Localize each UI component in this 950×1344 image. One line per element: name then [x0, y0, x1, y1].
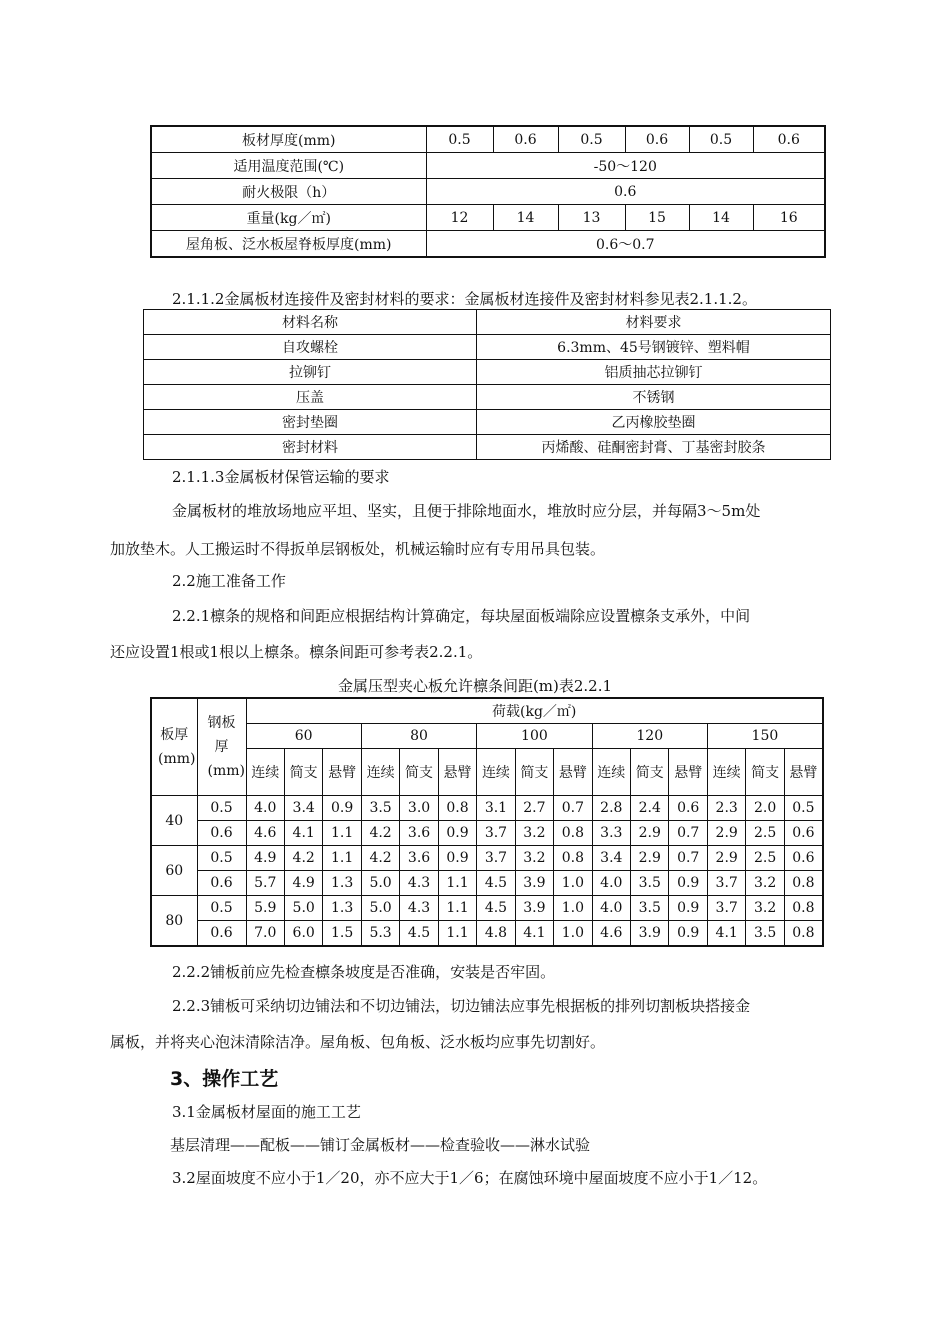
spacing-value: 3.5 — [631, 871, 669, 896]
process-flow: 基层清理——配板——铺订金属板材——检查验收——淋水试验 — [170, 1136, 591, 1154]
spacing-value: 4.5 — [477, 896, 515, 921]
table-cell-span: 0.6 — [426, 179, 825, 205]
spacing-value: 0.8 — [438, 796, 476, 821]
storage-text-line2: 加放垫木。人工搬运时不得扳单层钢板处，机械运输时应有专用吊具包装。 — [110, 540, 606, 558]
spacing-value: 0.9 — [438, 821, 476, 846]
support-type-header: 连续 — [361, 749, 399, 796]
spacing-value: 3.7 — [477, 821, 515, 846]
table-cell: 0.5 — [558, 126, 625, 153]
spacing-value: 2.9 — [707, 821, 745, 846]
spacing-value: 4.3 — [400, 871, 438, 896]
table-row — [151, 921, 823, 947]
row-label: 屋角板、泛水板屋脊板厚度(mm) — [151, 231, 426, 258]
storage-text-line1: 金属板材的堆放场地应平坦、坚实，且便于排除地面水，堆放时应分层，并每隔3～5m处 — [172, 502, 761, 520]
spacing-value: 3.1 — [477, 796, 515, 821]
spacing-value: 4.1 — [515, 921, 553, 947]
table-cell: 6.3mm、45号钢镀锌、塑料帽 — [477, 335, 831, 360]
spacing-value: 2.9 — [631, 821, 669, 846]
spacing-value: 4.9 — [246, 846, 284, 871]
spacing-value: 0.6 — [784, 821, 823, 846]
load-header: 荷载(kg／㎡) — [246, 698, 823, 724]
table-cell: 拉铆钉 — [144, 360, 477, 385]
spacing-value: 0.9 — [438, 846, 476, 871]
spacing-value: 0.7 — [669, 846, 707, 871]
spacing-value: 0.9 — [323, 796, 361, 821]
spacing-value: 4.6 — [592, 921, 630, 947]
table-row — [151, 796, 823, 821]
table-cell: 丙烯酸、硅酮密封膏、丁基密封胶条 — [477, 435, 831, 460]
spacing-value: 0.7 — [554, 796, 592, 821]
spacing-value: 4.2 — [361, 821, 399, 846]
table-row — [151, 231, 825, 258]
spacing-value: 0.7 — [669, 821, 707, 846]
table-cell: 铝质抽芯拉铆钉 — [477, 360, 831, 385]
section-2112-text: 2.1.1.2金属板材连接件及密封材料的要求：金属板材连接件及密封材料参见表2.1.1.2。 — [172, 290, 757, 308]
spacing-value: 2.3 — [707, 796, 745, 821]
spacing-value: 2.5 — [746, 846, 784, 871]
steel-thickness-cell: 0.5 — [197, 846, 246, 871]
spacing-value: 1.1 — [438, 871, 476, 896]
support-type-header: 悬臂 — [323, 749, 361, 796]
section-223-line2: 属板，并将夹心泡沫清除洁净。屋角板、包角板、泛水板均应事先切割好。 — [110, 1033, 606, 1051]
spacing-value: 4.2 — [361, 846, 399, 871]
table-cell: 0.6 — [625, 126, 689, 153]
spacing-value: 0.8 — [784, 921, 823, 947]
load-value-header: 150 — [707, 724, 822, 749]
purlin-spacing-table — [150, 697, 824, 947]
section-2113-title: 2.1.1.3金属板材保管运输的要求 — [172, 468, 390, 486]
spacing-value: 0.8 — [554, 846, 592, 871]
support-type-header: 悬臂 — [554, 749, 592, 796]
spacing-value: 3.0 — [400, 796, 438, 821]
support-type-header: 连续 — [707, 749, 745, 796]
table-row — [151, 896, 823, 921]
fastener-material-table-body — [144, 310, 831, 460]
spacing-value: 3.5 — [746, 921, 784, 947]
spacing-value: 3.2 — [515, 846, 553, 871]
table-cell: 自攻螺栓 — [144, 335, 477, 360]
table-row — [144, 435, 831, 460]
section-31-title: 3.1金属板材屋面的施工工艺 — [172, 1103, 361, 1121]
table-cell: 密封材料 — [144, 435, 477, 460]
spacing-value: 4.5 — [400, 921, 438, 947]
section-221-line1: 2.2.1檩条的规格和间距应根据结构计算确定，每块屋面板端除应设置檩条支承外，中间 — [172, 607, 751, 625]
spacing-value: 3.4 — [592, 846, 630, 871]
table-row — [144, 385, 831, 410]
spacing-value: 0.9 — [669, 921, 707, 947]
spacing-value: 0.8 — [784, 871, 823, 896]
spacing-value: 5.9 — [246, 896, 284, 921]
table-header-row — [151, 698, 823, 724]
steel-thickness-cell: 0.5 — [197, 796, 246, 821]
support-type-header: 悬臂 — [438, 749, 476, 796]
section-32-text: 3.2屋面坡度不应小于1／20，亦不应大于1／6；在腐蚀环境中屋面坡度不应小于1／12。 — [172, 1169, 768, 1187]
spacing-value: 2.4 — [631, 796, 669, 821]
spacing-value: 3.2 — [746, 896, 784, 921]
spacing-value: 6.0 — [284, 921, 322, 947]
spacing-value: 3.9 — [515, 871, 553, 896]
section-222-text: 2.2.2铺板前应先检查檩条坡度是否准确，安装是否牢固。 — [172, 963, 556, 981]
table-header-row — [144, 310, 831, 335]
spacing-value: 3.6 — [400, 821, 438, 846]
purlin-spacing-table-body — [151, 698, 823, 946]
table-cell-span: 0.6～0.7 — [426, 231, 825, 258]
spacing-value: 3.7 — [707, 871, 745, 896]
table-row — [151, 205, 825, 231]
table-221-caption: 金属压型夹心板允许檩条间距(m)表2.2.1 — [337, 677, 613, 695]
support-type-header: 简支 — [515, 749, 553, 796]
column-header: 材料名称 — [144, 310, 477, 335]
spacing-value: 1.0 — [554, 896, 592, 921]
spacing-value: 5.0 — [361, 896, 399, 921]
spacing-value: 4.6 — [246, 821, 284, 846]
board-thickness-cell: 80 — [151, 896, 197, 947]
spacing-value: 0.9 — [669, 896, 707, 921]
board-thickness-header: 板厚(mm) — [151, 698, 197, 796]
steel-thickness-cell: 0.6 — [197, 821, 246, 846]
spacing-value: 0.5 — [784, 796, 823, 821]
spacing-value: 0.6 — [784, 846, 823, 871]
column-header: 材料要求 — [477, 310, 831, 335]
table-cell: 不锈钢 — [477, 385, 831, 410]
section-223-line1: 2.2.3铺板可采纳切边铺法和不切边铺法，切边铺法应事先根据板的排列切割板块搭接金 — [172, 997, 751, 1015]
table-cell: 压盖 — [144, 385, 477, 410]
steel-thickness-cell: 0.6 — [197, 871, 246, 896]
steel-thickness-cell: 0.6 — [197, 921, 246, 947]
spacing-value: 2.8 — [592, 796, 630, 821]
spacing-value: 3.7 — [707, 896, 745, 921]
spacing-value: 1.1 — [438, 896, 476, 921]
load-value-header: 100 — [477, 724, 592, 749]
spacing-value: 1.3 — [323, 871, 361, 896]
spacing-value: 4.1 — [707, 921, 745, 947]
spacing-value: 1.0 — [554, 921, 592, 947]
table-cell: 14 — [493, 205, 558, 231]
support-type-header: 悬臂 — [669, 749, 707, 796]
table-row — [151, 153, 825, 179]
spacing-value: 3.6 — [400, 846, 438, 871]
spacing-value: 0.8 — [784, 896, 823, 921]
spacing-value: 4.8 — [477, 921, 515, 947]
table-cell: 14 — [689, 205, 753, 231]
spacing-value: 5.0 — [361, 871, 399, 896]
spacing-value: 2.0 — [746, 796, 784, 821]
board-thickness-cell: 40 — [151, 796, 197, 846]
spacing-value: 2.5 — [746, 821, 784, 846]
spacing-value: 2.7 — [515, 796, 553, 821]
spacing-value: 7.0 — [246, 921, 284, 947]
spacing-value: 1.3 — [323, 896, 361, 921]
spacing-value: 3.2 — [515, 821, 553, 846]
properties-table — [150, 125, 826, 258]
table-cell: 12 — [426, 205, 493, 231]
table-cell: 0.6 — [753, 126, 825, 153]
section-22-title: 2.2施工准备工作 — [172, 572, 286, 590]
spacing-value: 1.0 — [554, 871, 592, 896]
spacing-value: 4.0 — [592, 896, 630, 921]
table-cell: 密封垫圈 — [144, 410, 477, 435]
table-cell: 13 — [558, 205, 625, 231]
spacing-value: 3.5 — [631, 896, 669, 921]
section-221-line2: 还应设置1根或1根以上檩条。檩条间距可参考表2.2.1。 — [110, 643, 483, 661]
fastener-material-table — [143, 309, 831, 460]
table-cell: 0.6 — [493, 126, 558, 153]
spacing-value: 4.1 — [284, 821, 322, 846]
table-header-row — [151, 724, 823, 749]
spacing-value: 0.9 — [669, 871, 707, 896]
load-value-header: 80 — [361, 724, 476, 749]
table-cell: 0.5 — [689, 126, 753, 153]
steel-thickness-cell: 0.5 — [197, 896, 246, 921]
table-row — [144, 335, 831, 360]
spacing-value: 1.1 — [323, 846, 361, 871]
table-row — [151, 179, 825, 205]
table-cell: 16 — [753, 205, 825, 231]
table-cell-span: -50～120 — [426, 153, 825, 179]
table-row — [144, 360, 831, 385]
support-type-header: 简支 — [746, 749, 784, 796]
table-cell: 乙丙橡胶垫圈 — [477, 410, 831, 435]
support-type-header: 连续 — [246, 749, 284, 796]
table-cell: 0.5 — [426, 126, 493, 153]
spacing-value: 0.6 — [669, 796, 707, 821]
support-type-header: 连续 — [592, 749, 630, 796]
table-row — [151, 126, 825, 153]
spacing-value: 4.0 — [246, 796, 284, 821]
spacing-value: 5.0 — [284, 896, 322, 921]
support-type-header: 简支 — [631, 749, 669, 796]
spacing-value: 1.1 — [323, 821, 361, 846]
spacing-value: 3.3 — [592, 821, 630, 846]
spacing-value: 2.9 — [631, 846, 669, 871]
spacing-value: 4.9 — [284, 871, 322, 896]
section-3-heading: 3、操作工艺 — [170, 1068, 279, 1090]
row-label: 重量(kg／㎡) — [151, 205, 426, 231]
spacing-value: 4.5 — [477, 871, 515, 896]
table-header-row — [151, 749, 823, 796]
spacing-value: 4.2 — [284, 846, 322, 871]
table-row — [151, 846, 823, 871]
row-label: 适用温度范围(℃) — [151, 153, 426, 179]
spacing-value: 5.7 — [246, 871, 284, 896]
spacing-value: 3.9 — [631, 921, 669, 947]
spacing-value: 3.5 — [361, 796, 399, 821]
row-label: 耐火极限（h） — [151, 179, 426, 205]
row-label: 板材厚度(mm) — [151, 126, 426, 153]
load-value-header: 120 — [592, 724, 707, 749]
table-cell: 15 — [625, 205, 689, 231]
spacing-value: 3.7 — [477, 846, 515, 871]
spacing-value: 1.5 — [323, 921, 361, 947]
table-row — [151, 821, 823, 846]
board-thickness-cell: 60 — [151, 846, 197, 896]
spacing-value: 1.1 — [438, 921, 476, 947]
spacing-value: 4.0 — [592, 871, 630, 896]
support-type-header: 悬臂 — [784, 749, 823, 796]
spacing-value: 4.3 — [400, 896, 438, 921]
table-row — [151, 871, 823, 896]
spacing-value: 3.9 — [515, 896, 553, 921]
properties-table-body — [151, 126, 825, 257]
spacing-value: 0.8 — [554, 821, 592, 846]
spacing-value: 3.4 — [284, 796, 322, 821]
table-row — [144, 410, 831, 435]
support-type-header: 简支 — [400, 749, 438, 796]
support-type-header: 简支 — [284, 749, 322, 796]
support-type-header: 连续 — [477, 749, 515, 796]
load-value-header: 60 — [246, 724, 361, 749]
spacing-value: 2.9 — [707, 846, 745, 871]
steel-thickness-header: 钢板厚(mm) — [197, 698, 246, 796]
spacing-value: 5.3 — [361, 921, 399, 947]
spacing-value: 3.2 — [746, 871, 784, 896]
